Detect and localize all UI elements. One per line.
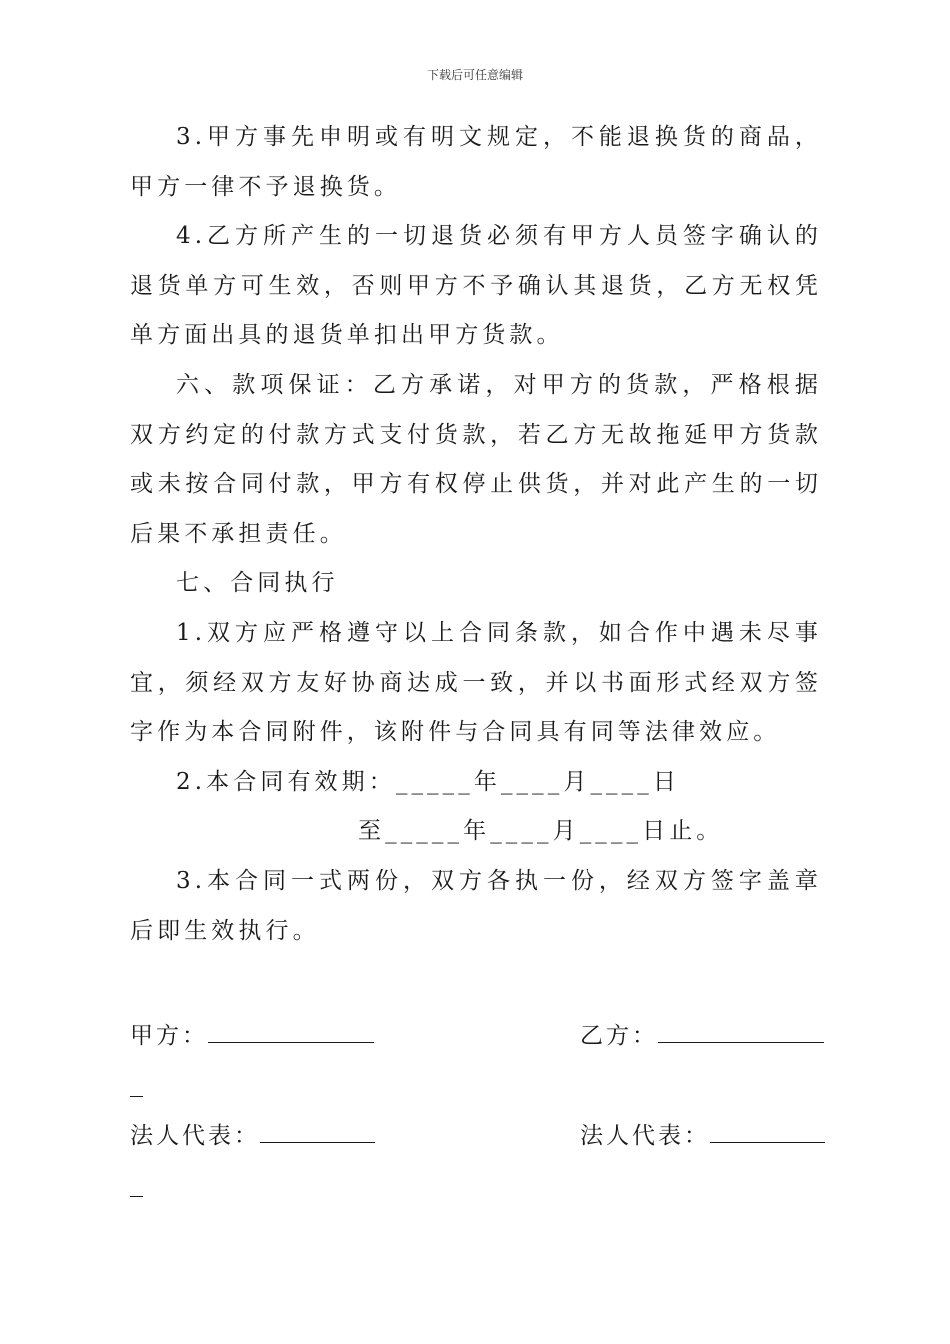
clause-validity-period-start: 2.本合同有效期：_____年____月____日 <box>176 768 680 795</box>
contract-body <box>130 113 822 956</box>
party-b-signature-line <box>658 1020 824 1043</box>
rep-a-signature-line <box>260 1120 375 1143</box>
rep-a-signature <box>130 1120 375 1151</box>
section-contract-execution-heading: 七、合同执行 <box>176 570 339 597</box>
rep-line-continuation <box>130 1196 143 1197</box>
party-line-continuation <box>130 1096 143 1097</box>
party-a-signature <box>130 1020 374 1051</box>
rep-b-signature-line <box>710 1120 825 1143</box>
party-a-label: 甲方： <box>130 1023 208 1049</box>
clause-return-restriction: 3.甲方事先申明或有明文规定，不能退换货的商品，甲方一律不予退换货。 <box>130 124 822 200</box>
party-a-signature-line <box>208 1020 374 1043</box>
rep-b-signature <box>580 1120 825 1151</box>
clause-copies-effect: 3.本合同一式两份，双方各执一份，经双方签字盖章后即生效执行。 <box>130 867 822 944</box>
clause-validity-period-end: 至_____年____月____日止。 <box>358 818 724 845</box>
party-b-signature <box>580 1020 824 1051</box>
rep-b-label: 法人代表： <box>580 1123 710 1149</box>
party-b-label: 乙方： <box>580 1023 658 1049</box>
page-header: 下载后可任意编辑 <box>426 68 523 82</box>
section-payment-guarantee: 六、款项保证：乙方承诺，对甲方的货款，严格根据双方约定的付款方式支付货款，若乙方无故拖延甲方货款或未按合同付款，甲方有权停止供货，并对此产生的一切后果不承担责任。 <box>130 371 822 547</box>
clause-return-confirmation: 4.乙方所产生的一切退货必须有甲方人员签字确认的退货单方可生效，否则甲方不予确认其退货，乙方无权凭单方面出具的退货单扣出甲方货款。 <box>130 223 822 349</box>
clause-supplementary-terms: 1.双方应严格遵守以上合同条款，如合作中遇未尽事宜，须经双方友好协商达成一致，并以书面形式经双方签字作为本合同附件，该附件与合同具有同等法律效应。 <box>130 619 822 746</box>
rep-a-label: 法人代表： <box>130 1123 260 1149</box>
